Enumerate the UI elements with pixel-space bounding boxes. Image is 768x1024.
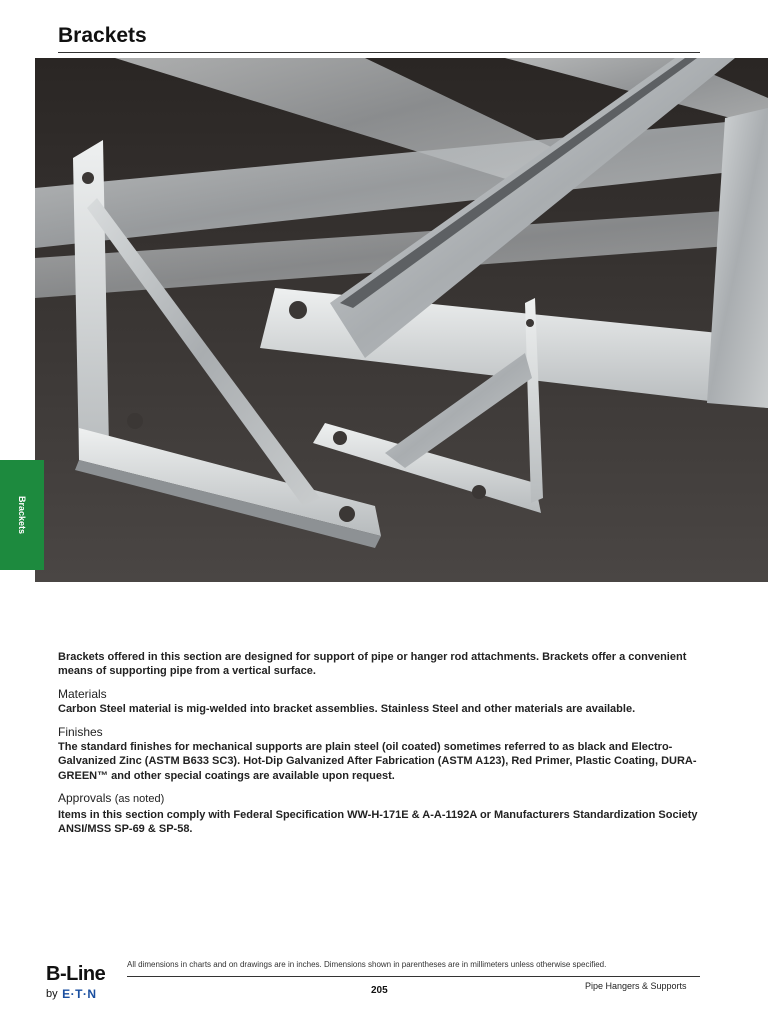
approvals-note: (as noted) [114,793,165,806]
materials-heading: Materials [58,686,107,701]
dimensions-note: All dimensions in charts and on drawings are in inches. Dimensions shown in parentheses are in millimeters unless otherwise specified. [127,960,607,969]
materials-text: Carbon Steel material is mig-welded into bracket assemblies. Stainless Steel and other materials are available. [58,703,636,716]
intro-paragraph: Brackets offered in this section are designed for support of pipe or hanger rod attachments. Brackets offer a convenient means of supporting pipe from a vertical surface. [58,651,687,678]
finishes-heading: Finishes [58,724,103,739]
page-number: 205 [371,985,388,996]
approvals-text: Items in this section comply with Federal Specification WW-H-171E & A-A-1192A or Manufacturers Standardization Society ANSI/MSS SP-69 & SP-58. [58,808,698,836]
section-side-tab [0,460,44,570]
section-description [58,650,698,836]
product-photo [35,58,768,582]
finishes-text: The standard finishes for mechanical supports are plain steel (oil coated) sometimes referred to as black and Electro-Galvanized Zinc (ASTM B633 SC3). Hot-Dip Galvanized After Fabrication (ASTM A123), Red Primer, Plastic Coating, DURA-GREEN™ and other special coatings are available upon request. [58,741,697,782]
approvals-heading: Approvals [58,791,112,806]
approvals-heading-row [58,791,698,806]
b-line-wordmark: B-Line [46,963,106,985]
side-tab-label: Brackets [17,495,27,535]
logo-by: by [46,987,58,1000]
brackets-photo-illustration [35,58,768,582]
footer-rule [127,976,700,977]
b-line-logo [46,963,118,1007]
footer-section-name: Pipe Hangers & Supports [585,981,687,991]
page-title: Brackets [58,24,147,47]
eaton-wordmark: E·T·N [62,986,97,1001]
title-rule [58,52,700,53]
